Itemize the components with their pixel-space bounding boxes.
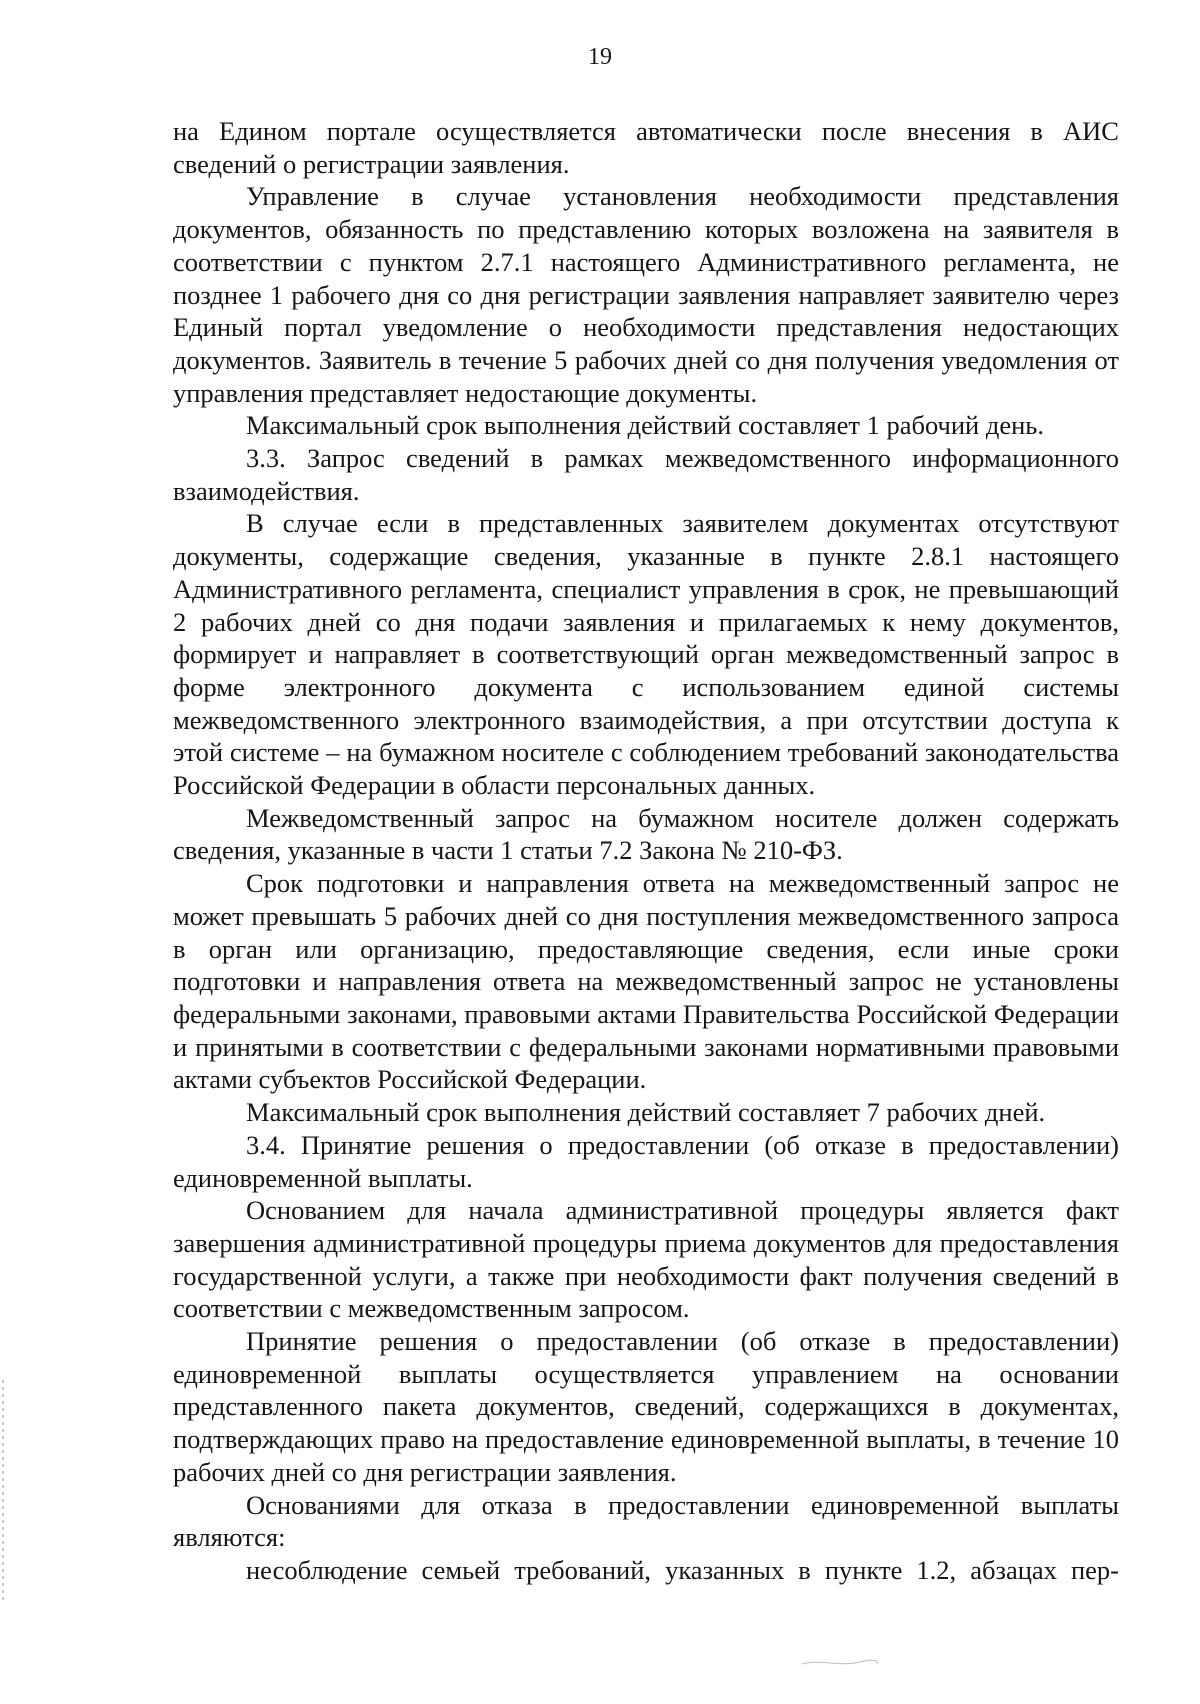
scan-smudge (800, 1655, 880, 1669)
paragraph-response-term: Срок подготовки и направления ответа на межведомственный запрос не может превышать 5 рабочих дней со дня поступления межведомственного запроса в орган или организацию, предоставляющие сведения, если иные сроки подготовки и направления ответа на межведомственный запрос не установлены федеральными законами, правовыми актами Правительства Российской Федерации и принятыми в соответствии с федеральными законами нормативными правовыми актами субъектов Российской Федерации. (173, 868, 1119, 1095)
paragraph-missing-documents-notice: Управление в случае установления необходимости представления документов, обязанность по представлению которых возложена на заявителя в соответствии с пунктом 2.7.1 настоящего Административного регламента, не позднее 1 рабочего дня со дня регистрации заявления направляет заявителю через Единый портал уведомление о необходимости представления недостающих документов. Заявитель в течение 5 рабочих дней со дня получения уведомления от управления представляет недостающие документы. (173, 181, 1119, 408)
paragraph-max-term-1-day: Максимальный срок выполнения действий составляет 1 рабочий день. (246, 410, 1044, 441)
paragraph-decision-making: Принятие решения о предоставлении (об отказе в предоставлении) единовременной выплаты осуществляется управлением на основании представленного пакета документов, сведений, содержащихся в документах, подтверждающих право на предоставление единовременной выплаты, в течение 10 рабочих дней со дня регистрации заявления. (173, 1326, 1119, 1487)
paragraph-paper-request-content: Межведомственный запрос на бумажном носителе должен содержать сведения, указанные в части 1 статьи 7.2 Закона № 210-ФЗ. (173, 802, 1119, 866)
list-item-refusal-ground: несоблюдение семьей требований, указанных в пункте 1.2, абзацах пер- (246, 1554, 1119, 1585)
section-heading-3-4: 3.4. Принятие решения о предоставлении (об отказе в предоставлении) единовременной выплаты. (173, 1129, 1119, 1193)
paragraph-procedure-basis: Основанием для начала административной процедуры является факт завершения административной процедуры приема документов для предоставления государственной услуги, а также при необходимости факт получения сведений в соответствии с межведомственным запросом. (173, 1195, 1119, 1324)
paragraph-interagency-request: В случае если в представленных заявителем документах отсутствуют документы, содержащие сведения, указанные в пункте 2.8.1 настоящего Административного регламента, специалист управления в срок, не превышающий 2 рабочих дней со дня подачи заявления и прилагаемых к нему документов, формирует и направляет в соответствующий орган межведомственный запрос в форме электронного документа с использованием единой системы межведомственного электронного взаимодействия, а при отсутствии доступа к этой системе – на бумажном носителе с соблюдением требований законодательства Российской Федерации в области персональных данных. (173, 508, 1119, 801)
section-heading-3-3: 3.3. Запрос сведений в рамках межведомственного информационного взаимодействия. (173, 443, 1119, 506)
paragraph-refusal-grounds: Основаниями для отказа в предоставлении единовременной выплаты являются: (173, 1489, 1119, 1553)
document-body (173, 115, 1119, 1587)
paragraph-continuation: на Едином портале осуществляется автоматически после внесения в АИС сведений о регистрации заявления. (173, 116, 1119, 179)
page-number: 19 (588, 44, 612, 70)
scan-edge-mark (2, 1380, 4, 1600)
paragraph-max-term-7-days: Максимальный срок выполнения действий составляет 7 рабочих дней. (246, 1097, 1046, 1128)
